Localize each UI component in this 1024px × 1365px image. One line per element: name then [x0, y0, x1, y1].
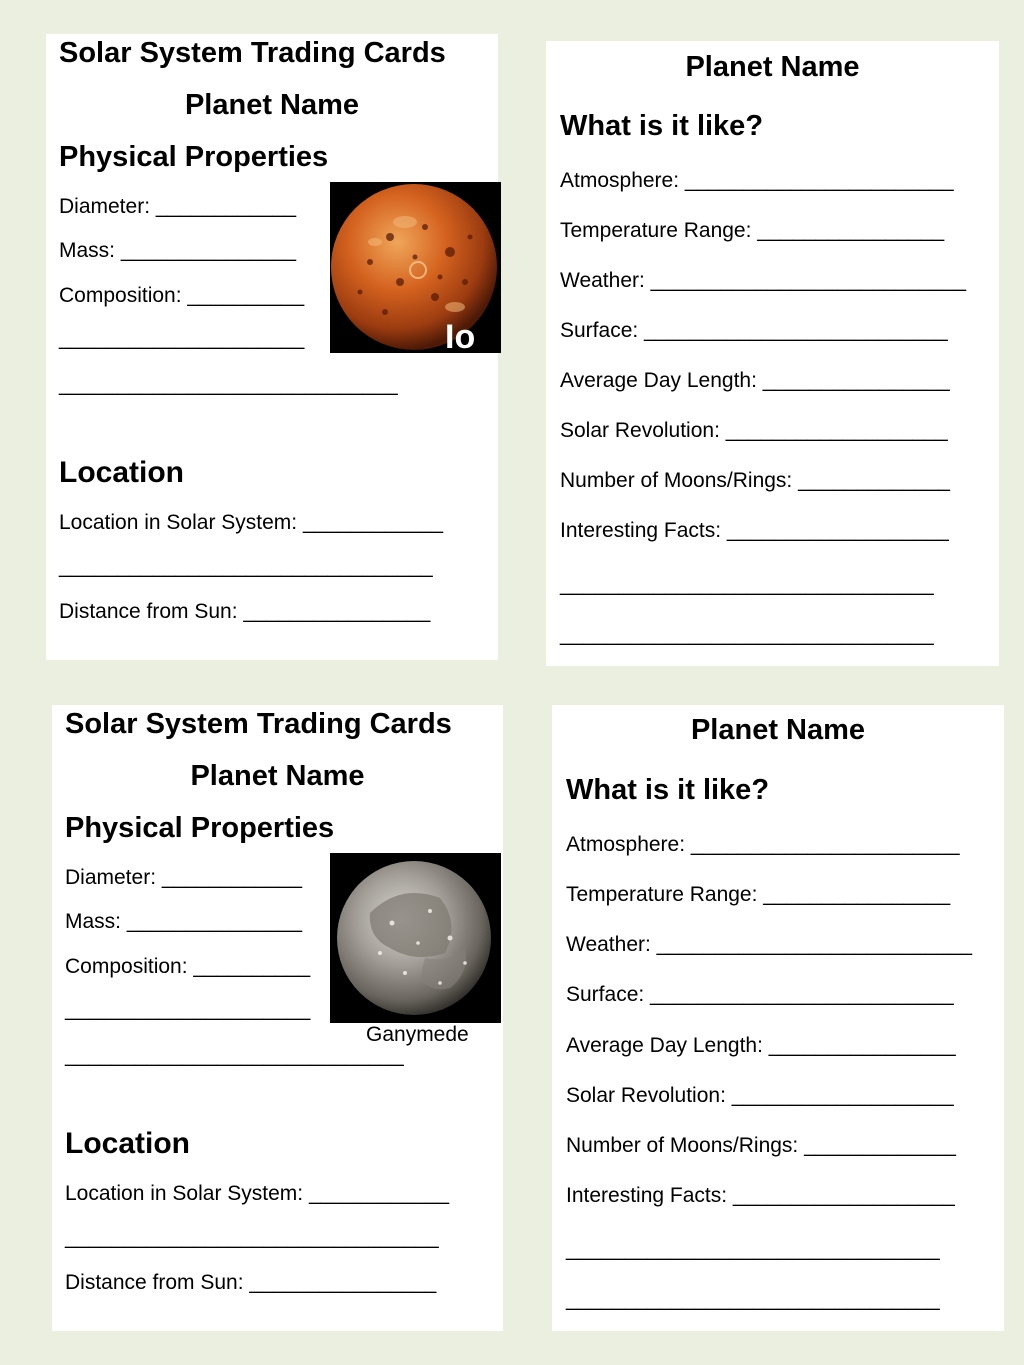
ganymede-moon-image — [330, 853, 501, 1023]
location-blank-line[interactable]: ________________________________ — [59, 555, 433, 578]
composition-blank-line-1[interactable]: _____________________ — [59, 327, 305, 350]
facts-blank-line-2[interactable]: ________________________________ — [560, 623, 934, 646]
solar-revolution-field[interactable]: Solar Revolution: ___________________ — [560, 419, 948, 442]
series-title: Solar System Trading Cards — [65, 708, 452, 740]
composition-field[interactable]: Composition: __________ — [65, 955, 311, 978]
interesting-facts-field[interactable]: Interesting Facts: ___________________ — [566, 1184, 955, 1207]
mass-field[interactable]: Mass: _______________ — [59, 239, 297, 262]
planet-name-heading: Planet Name — [184, 89, 360, 121]
mass-field[interactable]: Mass: _______________ — [65, 910, 303, 933]
distance-from-sun-field[interactable]: Distance from Sun: ________________ — [65, 1271, 437, 1294]
io-moon-image — [330, 182, 501, 356]
facts-blank-line-1[interactable]: ________________________________ — [560, 573, 934, 596]
composition-blank-line-1[interactable]: _____________________ — [65, 998, 311, 1021]
location-in-system-field[interactable]: Location in Solar System: ____________ — [65, 1182, 450, 1205]
temperature-range-field[interactable]: Temperature Range: ________________ — [566, 883, 951, 906]
composition-blank-line-2[interactable]: _____________________________ — [59, 373, 398, 396]
surface-field[interactable]: Surface: __________________________ — [566, 983, 954, 1006]
surface-field[interactable]: Surface: __________________________ — [560, 319, 948, 342]
planet-name-heading: Planet Name — [190, 760, 365, 792]
series-title: Solar System Trading Cards — [59, 37, 446, 69]
composition-field[interactable]: Composition: __________ — [59, 284, 305, 307]
planet-name-heading: Planet Name — [690, 714, 866, 746]
weather-field[interactable]: Weather: ___________________________ — [560, 269, 966, 292]
io-moon-photo — [330, 182, 501, 356]
moon-name-label: Io — [445, 318, 476, 356]
location-heading: Location — [65, 1127, 190, 1160]
average-day-length-field[interactable]: Average Day Length: ________________ — [560, 369, 950, 392]
location-in-system-field[interactable]: Location in Solar System: ____________ — [59, 511, 444, 534]
ganymede-moon-photo — [330, 853, 501, 1023]
average-day-length-field[interactable]: Average Day Length: ________________ — [566, 1034, 956, 1057]
trading-card-back-2 — [552, 705, 1004, 1331]
trading-card-back-1 — [546, 41, 999, 666]
what-is-it-like-heading: What is it like? — [566, 774, 770, 806]
atmosphere-field[interactable]: Atmosphere: _______________________ — [566, 833, 960, 856]
what-is-it-like-heading: What is it like? — [560, 110, 764, 142]
moons-rings-field[interactable]: Number of Moons/Rings: _____________ — [560, 469, 950, 492]
location-heading: Location — [59, 456, 184, 489]
solar-revolution-field[interactable]: Solar Revolution: ___________________ — [566, 1084, 954, 1107]
weather-field[interactable]: Weather: ___________________________ — [566, 933, 972, 956]
distance-from-sun-field[interactable]: Distance from Sun: ________________ — [59, 600, 431, 623]
composition-blank-line-2[interactable]: _____________________________ — [65, 1044, 404, 1067]
physical-properties-heading: Physical Properties — [59, 141, 329, 173]
diameter-field[interactable]: Diameter: ____________ — [59, 195, 297, 218]
interesting-facts-field[interactable]: Interesting Facts: ___________________ — [560, 519, 949, 542]
facts-blank-line-2[interactable]: ________________________________ — [566, 1288, 940, 1311]
atmosphere-field[interactable]: Atmosphere: _______________________ — [560, 169, 954, 192]
planet-name-heading: Planet Name — [685, 51, 860, 83]
diameter-field[interactable]: Diameter: ____________ — [65, 866, 303, 889]
location-blank-line[interactable]: ________________________________ — [65, 1226, 439, 1249]
physical-properties-heading: Physical Properties — [65, 812, 335, 844]
moons-rings-field[interactable]: Number of Moons/Rings: _____________ — [566, 1134, 956, 1157]
moon-name-label: Ganymede — [366, 1023, 469, 1046]
temperature-range-field[interactable]: Temperature Range: ________________ — [560, 219, 945, 242]
facts-blank-line-1[interactable]: ________________________________ — [566, 1238, 940, 1261]
